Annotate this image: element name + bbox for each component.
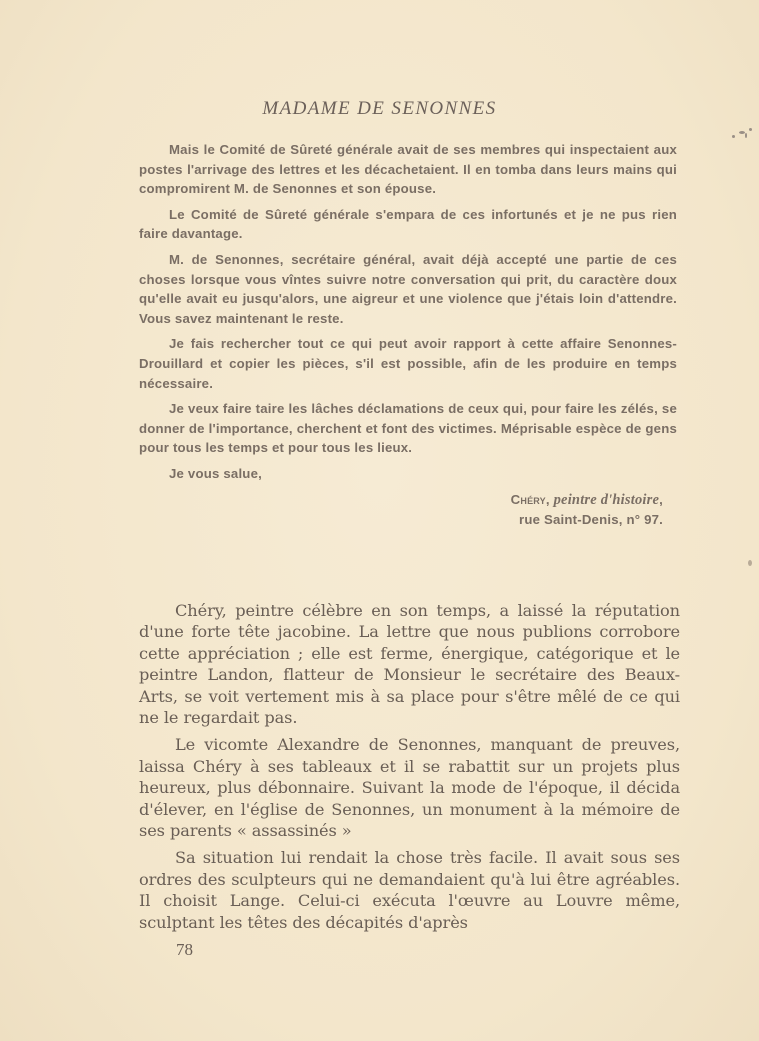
signature-address: rue Saint-Denis, n° 97. <box>519 511 663 527</box>
signature-title: peintre d'histoire <box>553 491 660 508</box>
letter-paragraph: Je fais rechercher tout ce qui peut avoir rapport à cette affaire Senonnes-Drouillard et copier les pièces, s'il est possible, afin de les produire en temps nécessaire. <box>139 336 677 391</box>
page-number: 78 <box>176 940 193 959</box>
print-specks <box>730 127 754 141</box>
signature-line: Chéry, peintre d'histoire, <box>510 491 663 508</box>
body-paragraph: Chéry, peintre célèbre en son temps, a laissé la réputation d'une forte tête jacobine. La lettre que nous publions corrobore cette appréciation ; elle est ferme, énergique, catégorique et le peintre Landon, flatteur de Monsieur le secrétaire des Beaux-Arts, se voit vertement mis à sa place pour s'être mêlé de ce qui ne le regardait pas. <box>139 601 680 728</box>
print-speck <box>748 560 752 566</box>
letter-paragraph: Je veux faire taire les lâches déclamations de ceux qui, pour faire les zélés, se donner de l'importance, cherchent et font des victimes. Méprisable espèce de gens pour tous les temps et pour tous les lieux. <box>139 401 677 456</box>
letter-paragraph: M. de Senonnes, secrétaire général, avait déjà accepté une partie de ces choses lorsque vous vîntes suivre notre conversation qui prit, du caractère doux qu'elle avait eu jusqu'alors, une aigreur et une violence que j'étais loin d'attendre. Vous savez maintenant le reste. <box>139 251 677 326</box>
main-text <box>139 600 680 939</box>
letter-paragraph: Mais le Comité de Sûreté générale avait de ses membres qui inspectaient aux postes l'arrivage des lettres et les décachetaient. Il en tomba dans leurs mains qui compromirent M. de Senonnes et son épouse. <box>139 142 677 197</box>
quoted-letter <box>139 140 677 529</box>
body-paragraph: Sa situation lui rendait la chose très facile. Il avait sous ses ordres des sculpteurs qui ne demandaient qu'à lui être agréables. Il choisit Lange. Celui-ci exécuta l'œuvre au Louvre même, sculptant les têtes des décapités d'après <box>139 848 680 932</box>
letter-salutation: Je vous salue, <box>169 465 262 481</box>
letter-signature <box>139 490 677 529</box>
body-paragraph: Le vicomte Alexandre de Senonnes, manquant de preuves, laissa Chéry à ses tableaux et il se rabattit sur un projets plus heureux, plus débonnaire. Suivant la mode de l'époque, il décida d'élever, en l'église de Senonnes, un monument à la mémoire de ses parents « assassinés » <box>139 735 680 841</box>
signature-name: Chéry <box>510 491 546 507</box>
running-title: MADAME DE SENONNES <box>262 98 497 119</box>
letter-paragraph: Le Comité de Sûreté générale s'empara de ces infortunés et je ne pus rien faire davantage. <box>139 206 677 242</box>
